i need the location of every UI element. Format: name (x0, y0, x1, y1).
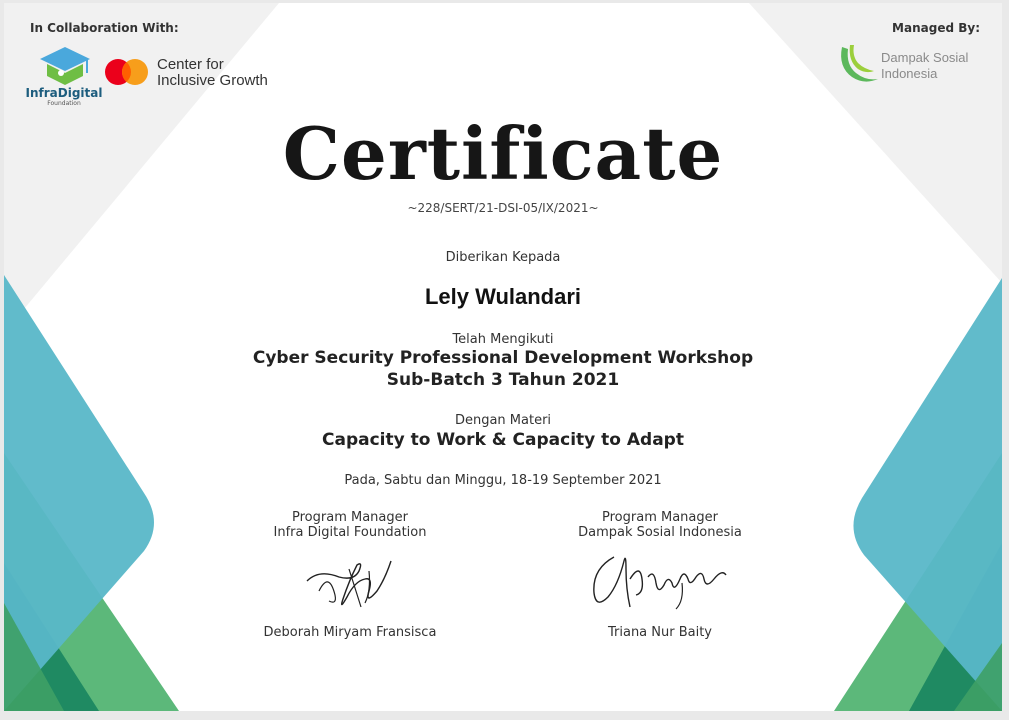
program-title-line1: Cyber Security Professional Development Workshop (252, 348, 754, 368)
material-label: Dengan Materi (454, 413, 552, 428)
signature-block-left (220, 510, 480, 540)
event-date: Pada, Sabtu dan Minggu, 18-19 September 2021 (344, 473, 662, 488)
signer-role: Program Manager (602, 510, 718, 525)
signer-left (220, 625, 480, 640)
signer-organization: Infra Digital Foundation (273, 525, 427, 540)
managed-by-label: Managed By: (892, 21, 980, 35)
program-title-line2: Sub-Batch 3 Tahun 2021 (386, 370, 620, 390)
dampak-sosial-logo (836, 41, 880, 87)
signer-organization: Dampak Sosial Indonesia (578, 525, 742, 540)
dsi-name-line1: Dampak Sosial (881, 50, 969, 65)
signer-name: Deborah Miryam Fransisca (263, 625, 437, 640)
cig-name-line1: Center for (157, 56, 224, 73)
infradigital-subtitle: Foundation (47, 100, 81, 107)
given-to-label: Diberikan Kepada (445, 250, 561, 265)
signer-name: Triana Nur Baity (607, 625, 713, 640)
certificate-number: ~228/SERT/21-DSI-05/IX/2021~ (407, 201, 599, 215)
certificate-title: Certificate (282, 111, 724, 196)
mastercard-logo (102, 56, 152, 88)
signer-role: Program Manager (292, 510, 408, 525)
signature-block-right (530, 510, 790, 540)
collaboration-label: In Collaboration With: (30, 21, 179, 35)
infradigital-name: InfraDigital (25, 86, 103, 100)
signer-right (530, 625, 790, 640)
material-title: Capacity to Work & Capacity to Adapt (322, 430, 684, 450)
attended-label: Telah Mengikuti (452, 332, 554, 347)
signature-left (299, 551, 399, 615)
dsi-name-line2: Indonesia (881, 66, 938, 81)
certificate (4, 3, 1002, 711)
signature-right (584, 549, 734, 615)
recipient-name: Lely Wulandari (424, 284, 582, 309)
cig-name-line2: Inclusive Growth (157, 72, 268, 89)
